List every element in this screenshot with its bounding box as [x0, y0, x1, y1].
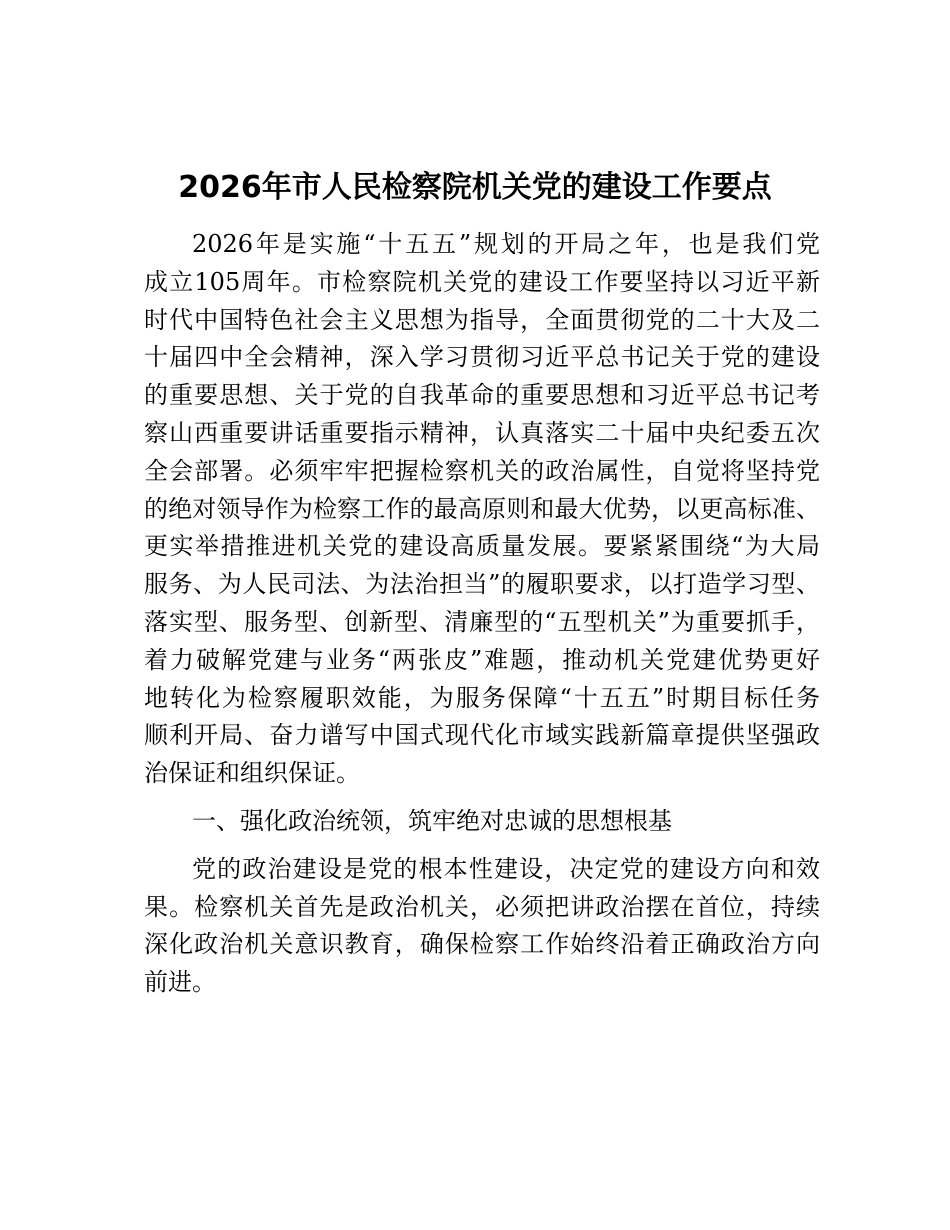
- paragraph-line: 更实举措推进机关党的建设高质量发展。要紧紧围绕“为大局: [144, 532, 820, 561]
- paragraph-line: 服务、为人民司法、为法治担当”的履职要求，以打造学习型、: [144, 570, 820, 599]
- document-body: [144, 226, 820, 1002]
- paragraph-line: 的绝对领导作为检察工作的最高原则和最大优势，以更高标准、: [144, 494, 820, 523]
- paragraph-line: 地转化为检察履职效能，为服务保障“十五五”时期目标任务: [144, 683, 820, 712]
- paragraph-line: 落实型、服务型、创新型、清廉型的“五型机关”为重要抓手，: [144, 607, 820, 636]
- paragraph-line: 全会部署。必须牢牢把握检察机关的政治属性，自觉将坚持党: [144, 456, 820, 485]
- paragraph-intro: [144, 226, 820, 793]
- paragraph-line: 时代中国特色社会主义思想为指导，全面贯彻党的二十大及二: [144, 305, 820, 334]
- paragraph-line: 治保证和组织保证。: [144, 759, 360, 788]
- paragraph-line: 果。检察机关首先是政治机关，必须把讲政治摆在首位，持续: [144, 892, 820, 921]
- paragraph-line: 深化政治机关意识教育，确保检察工作始终沿着正确政治方向: [144, 930, 820, 959]
- paragraph-line: 党的政治建设是党的根本性建设，决定党的建设方向和效: [192, 854, 820, 883]
- paragraph-line: 顺利开局、奋力谱写中国式现代化市域实践新篇章提供坚强政: [144, 721, 820, 750]
- paragraph-gap: [144, 841, 820, 851]
- paragraph-line: 着力破解党建与业务“两张皮”难题，推动机关党建优势更好: [144, 645, 820, 674]
- paragraph-gap: [144, 793, 820, 803]
- paragraph-line: 前进。: [144, 968, 216, 997]
- paragraph-line: 成立105周年。市检察院机关党的建设工作要坚持以习近平新: [144, 267, 820, 296]
- paragraph-section-one: [144, 851, 820, 1002]
- section-heading: [144, 803, 820, 841]
- paragraph-line: 十届四中全会精神，深入学习贯彻习近平总书记关于党的建设: [144, 343, 820, 372]
- paragraph-line: 2026年是实施“十五五”规划的开局之年，也是我们党: [192, 230, 820, 258]
- document-title: 2026年市人民检察院机关党的建设工作要点: [178, 170, 772, 205]
- paragraph-line: 察山西重要讲话重要指示精神，认真落实二十届中央纪委五次: [144, 418, 820, 447]
- section-heading-line: 一、强化政治统领，筑牢绝对忠诚的思想根基: [192, 806, 672, 835]
- paragraph-line: 的重要思想、关于党的自我革命的重要思想和习近平总书记考: [144, 381, 820, 410]
